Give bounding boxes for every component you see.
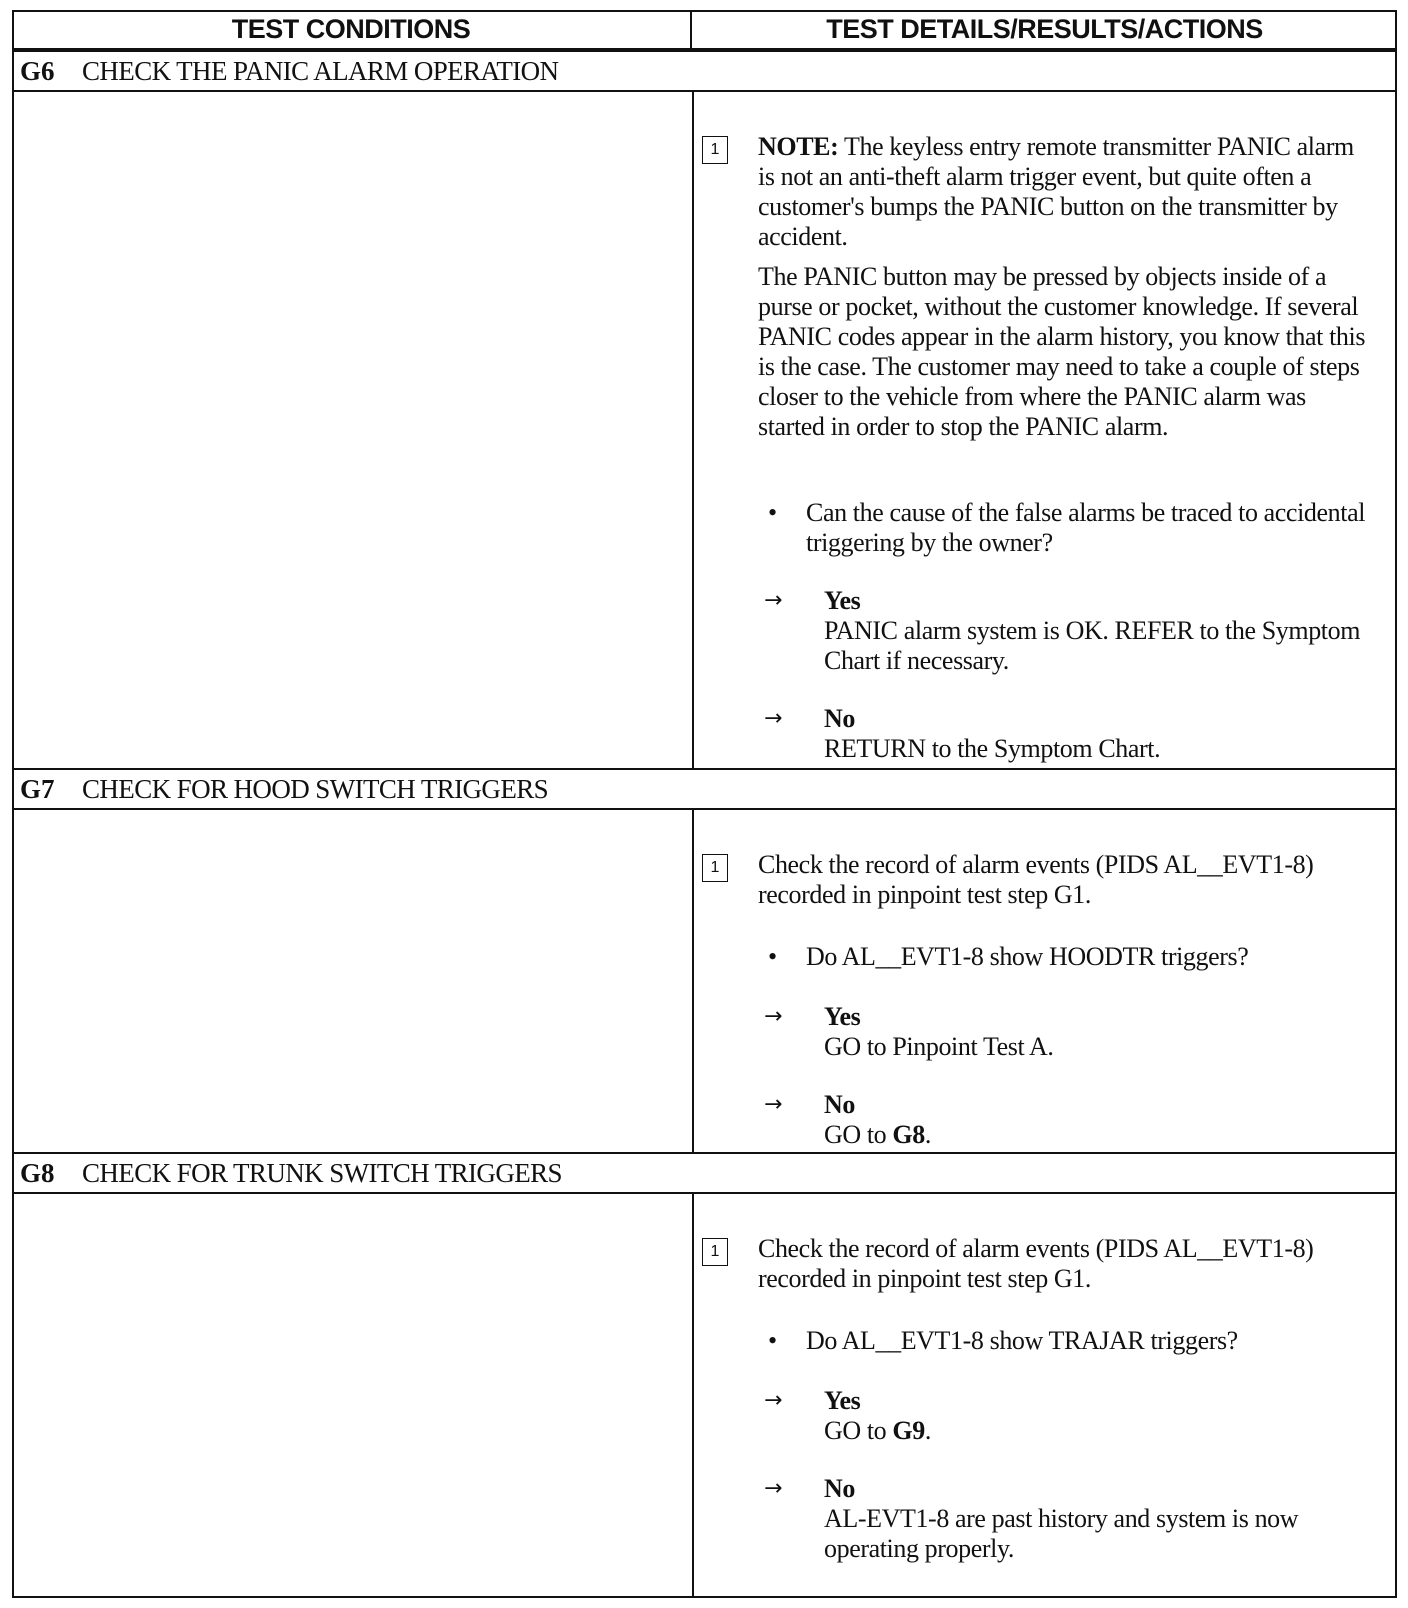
- bullet-dot: •: [768, 942, 778, 971]
- yes-label: Yes: [824, 586, 861, 615]
- step-title: CHECK FOR TRUNK SWITCH TRIGGERS: [82, 1157, 562, 1188]
- arrow-icon: →: [764, 706, 783, 731]
- bullet-dot: •: [768, 1326, 778, 1355]
- step-reference: G8: [892, 1120, 925, 1149]
- yes-answer: [824, 1386, 1384, 1446]
- note-text: The keyless entry remote transmitter PANIC alarm is not an anti-theft alarm trigger event, but quite often a customer's bumps the PANIC button on the transmitter by accident.: [758, 132, 1354, 251]
- bullet-dot: •: [768, 498, 778, 527]
- arrow-icon: →: [764, 1476, 783, 1501]
- yes-text-post: .: [924, 1416, 931, 1445]
- no-label: No: [824, 1090, 855, 1119]
- panic-explanation: The PANIC button may be pressed by objects inside of a purse or pocket, without the customer knowledge. If several PANIC codes appear in the alarm history, you know that this is the case. The customer may need to take a couple of steps closer to the vehicle from where the PANIC alarm was started in order to stop the PANIC alarm.: [758, 262, 1366, 441]
- step-title: CHECK FOR HOOD SWITCH TRIGGERS: [82, 773, 549, 804]
- no-answer: [824, 1474, 1384, 1564]
- step-code: G8: [20, 1157, 55, 1188]
- yes-answer: [824, 586, 1384, 676]
- step-number-box: 1: [702, 854, 728, 882]
- step-number-box: 1: [702, 1238, 728, 1266]
- step-g8-title-row: [12, 1152, 1397, 1194]
- header-test-details: TEST DETAILS/RESULTS/ACTIONS: [692, 10, 1397, 50]
- step-g6-details: [702, 92, 1392, 768]
- check-record-text: Check the record of alarm events (PIDS AL__EVT1-8) recorded in pinpoint test step G1.: [758, 1234, 1314, 1293]
- yes-label: Yes: [824, 1002, 861, 1031]
- step-code: G7: [20, 773, 55, 804]
- question-text: Do AL__EVT1-8 show HOODTR triggers?: [806, 942, 1249, 971]
- no-text-pre: GO to: [824, 1120, 893, 1149]
- step-g6-title-row: [12, 50, 1397, 92]
- yes-label: Yes: [824, 1386, 861, 1415]
- arrow-icon: →: [764, 588, 783, 613]
- yes-text-pre: GO to: [824, 1416, 893, 1445]
- arrow-icon: →: [764, 1388, 783, 1413]
- step-code: G6: [20, 55, 55, 86]
- check-record-text: Check the record of alarm events (PIDS AL__EVT1-8) recorded in pinpoint test step G1.: [758, 850, 1314, 909]
- no-text: RETURN to the Symptom Chart.: [824, 734, 1161, 763]
- step-number-box: 1: [702, 136, 728, 164]
- step-reference: G9: [892, 1416, 925, 1445]
- note-label: NOTE:: [758, 132, 839, 161]
- note-paragraph: [758, 132, 1376, 252]
- yes-text: GO to Pinpoint Test A.: [824, 1032, 1054, 1061]
- arrow-icon: →: [764, 1004, 783, 1029]
- no-text: AL-EVT1-8 are past history and system is now operating properly.: [824, 1504, 1299, 1563]
- column-divider: [692, 92, 694, 768]
- no-answer: [824, 704, 1384, 764]
- no-label: No: [824, 1474, 855, 1503]
- no-label: No: [824, 704, 855, 733]
- step-g7-details: [702, 810, 1392, 1152]
- no-answer: [824, 1090, 1384, 1150]
- step-g8-details: [702, 1194, 1392, 1598]
- column-divider: [692, 1194, 694, 1598]
- question-text: Do AL__EVT1-8 show TRAJAR triggers?: [806, 1326, 1238, 1355]
- header-test-conditions: TEST CONDITIONS: [12, 10, 692, 50]
- document-page: [12, 10, 1397, 1598]
- yes-answer: [824, 1002, 1384, 1062]
- yes-text: PANIC alarm system is OK. REFER to the Symptom Chart if necessary.: [824, 616, 1361, 675]
- no-text-post: .: [924, 1120, 931, 1149]
- question-text: Can the cause of the false alarms be traced to accidental triggering by the owner?: [806, 498, 1366, 557]
- step-title: CHECK THE PANIC ALARM OPERATION: [82, 55, 559, 86]
- arrow-icon: →: [764, 1092, 783, 1117]
- column-divider: [692, 810, 694, 1152]
- step-g7-title-row: [12, 768, 1397, 810]
